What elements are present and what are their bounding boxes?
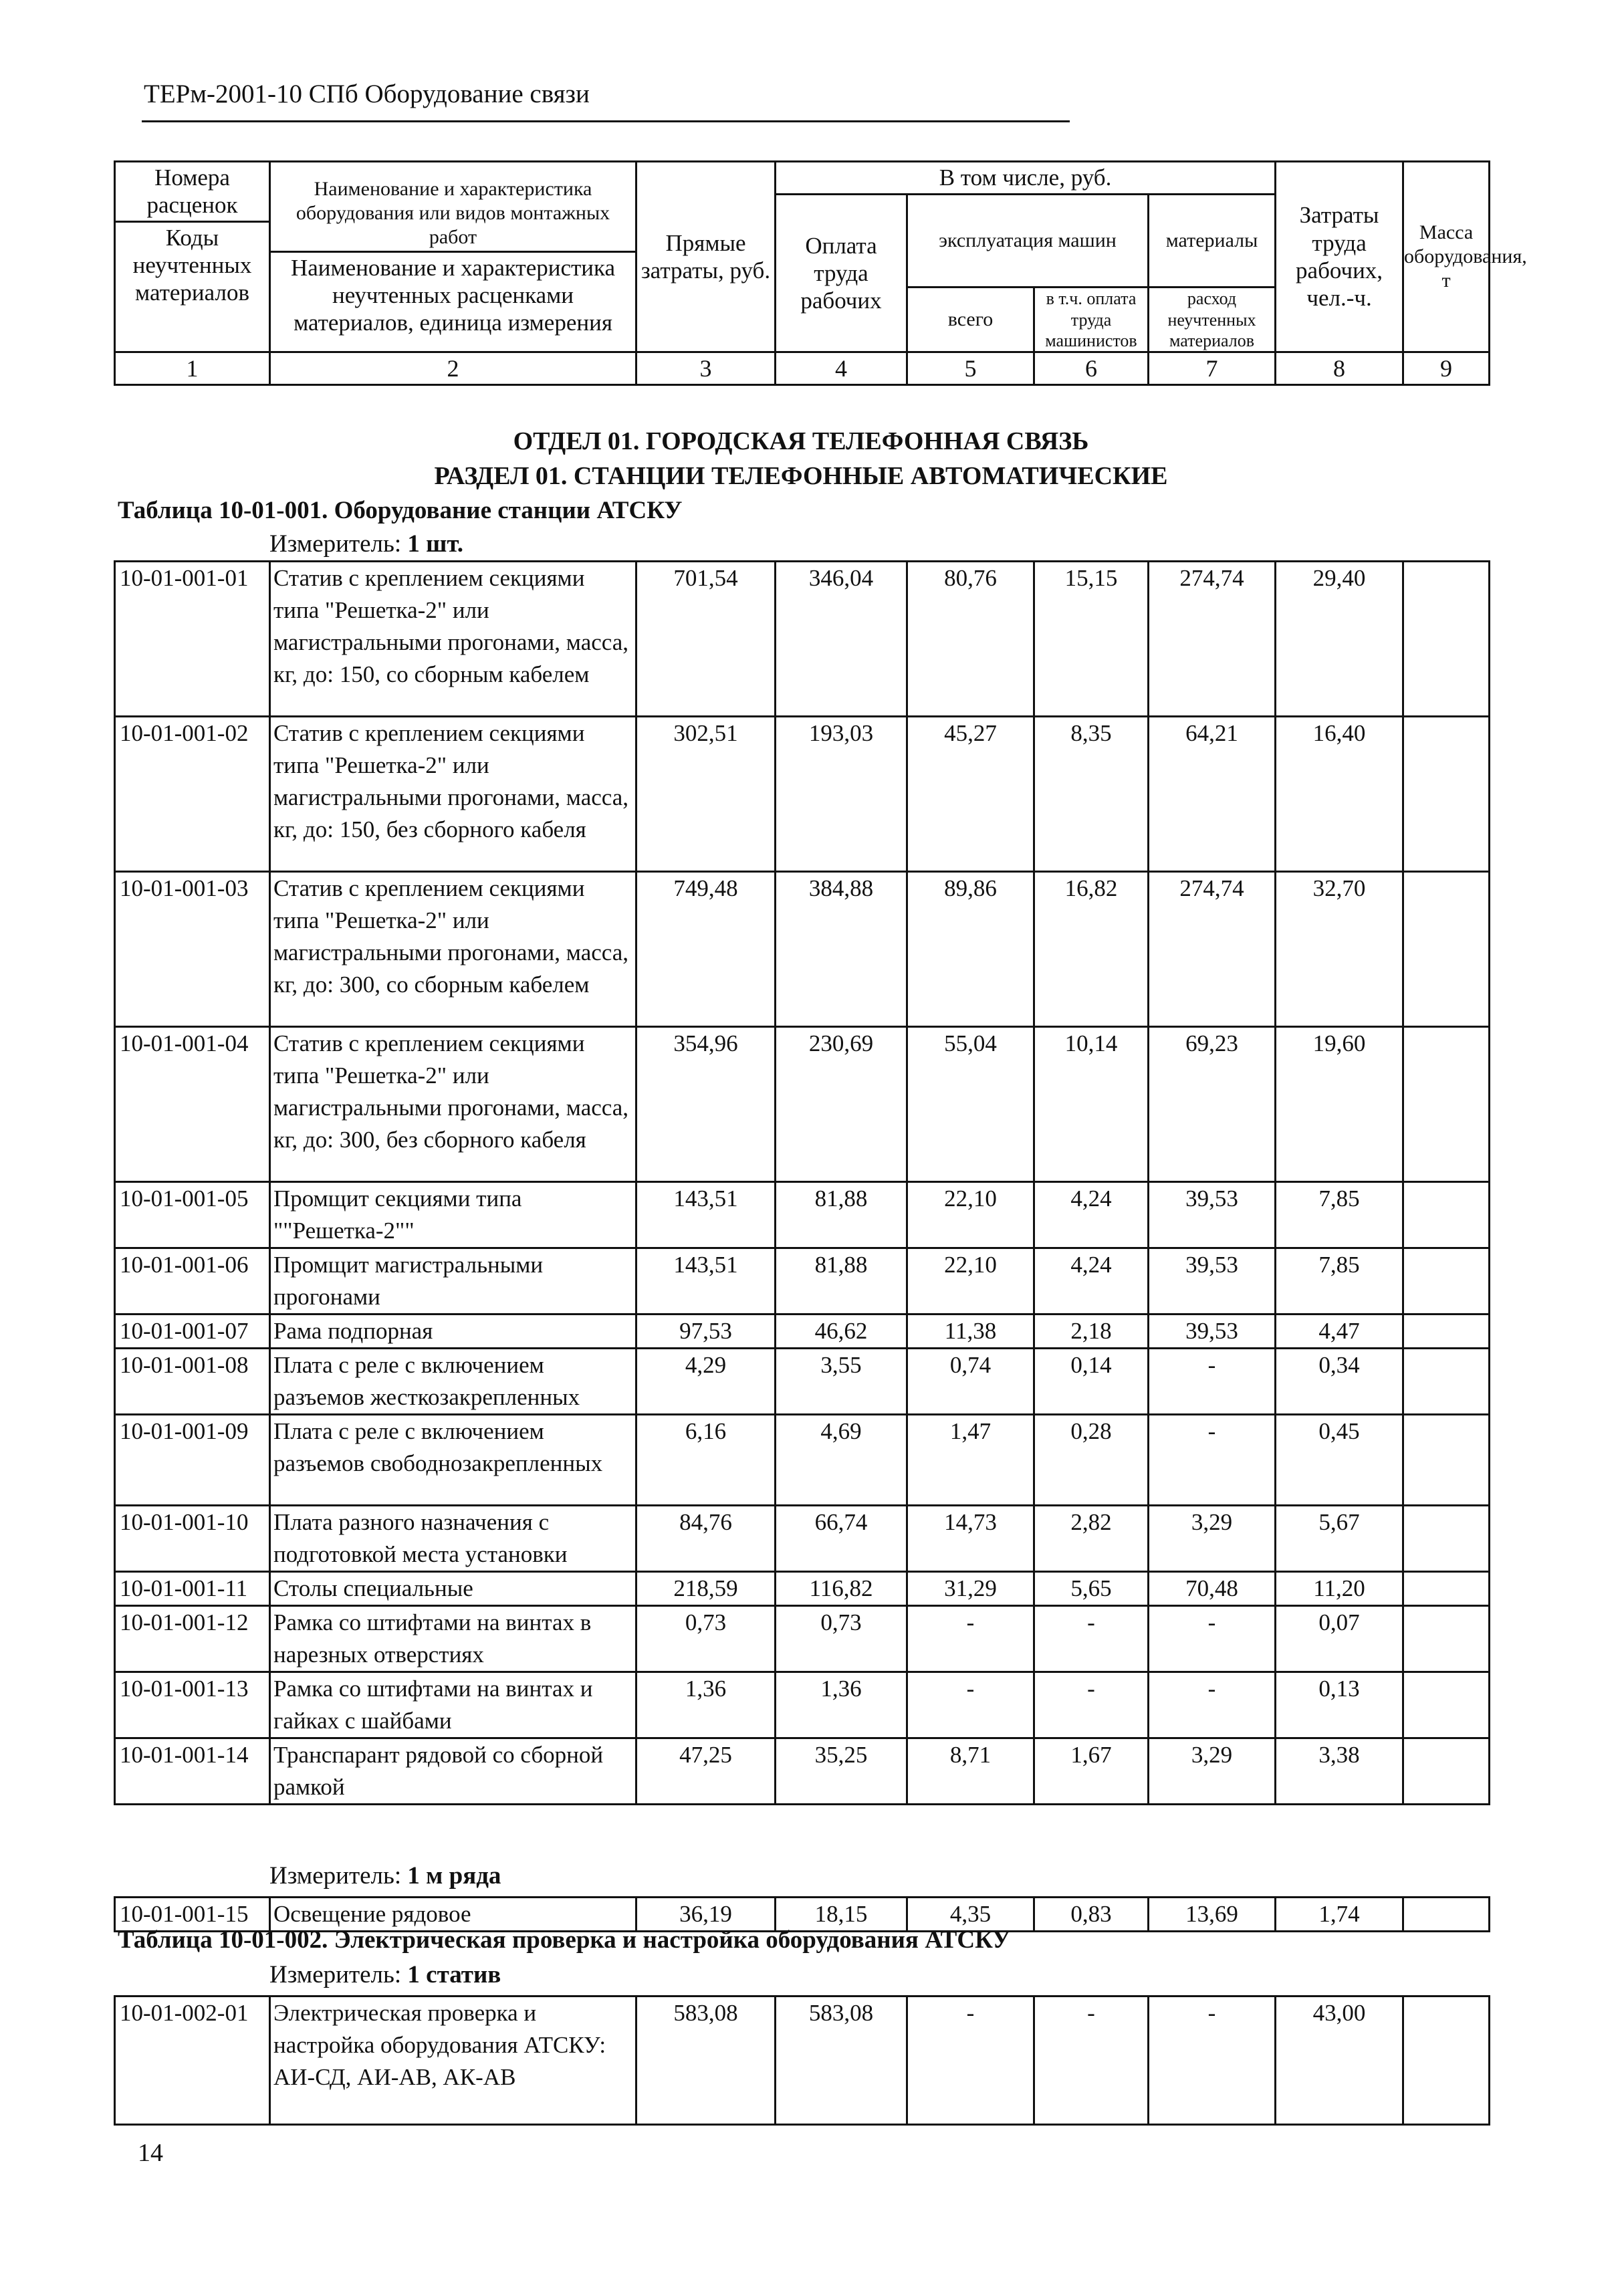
value-c7: - [1149,1349,1276,1415]
value-c3: 701,54 [636,562,776,717]
value-c4: 193,03 [776,717,907,872]
column-number: 7 [1149,352,1276,385]
value-c8: 11,20 [1276,1572,1403,1606]
value-c3: 143,51 [636,1182,776,1248]
column-header-table [114,160,1527,386]
value-c8: 1,74 [1276,1898,1403,1932]
table1-measure2 [269,1861,501,1890]
col2-subtitle: Наименование и характеристика неучтенных расценками материалов, единица измерения [290,254,616,336]
value-c6: - [1034,1672,1149,1738]
value-c9 [1403,1672,1490,1738]
table1-measure [269,530,463,558]
value-c7: 274,74 [1149,562,1276,717]
value-c8: 19,60 [1276,1027,1403,1182]
column-number: 3 [636,352,776,385]
table2-measure [269,1960,501,1989]
value-c9 [1403,1315,1490,1349]
header-rule [142,120,1070,122]
value-c8: 29,40 [1276,562,1403,717]
rate-code: 10-01-001-14 [115,1738,270,1805]
value-c8: 0,13 [1276,1672,1403,1738]
rate-code: 10-01-001-15 [115,1898,270,1932]
rate-name: Плата с реле с включением разъемов жесткозакрепленных [270,1349,636,1415]
value-c3: 354,96 [636,1027,776,1182]
value-c5: 8,71 [907,1738,1034,1805]
col6-title: в т.ч. оплата труда машинистов [1034,288,1149,352]
page-number: 14 [138,2139,163,2167]
table-row [115,1738,1490,1805]
column-number: 5 [907,352,1034,385]
value-c4: 583,08 [776,1996,907,2125]
table-row [115,1027,1490,1182]
value-c6: - [1034,1996,1149,2125]
table-row [115,1572,1490,1606]
rate-name: Транспарант рядовой со сборной рамкой [270,1738,636,1805]
value-c3: 84,76 [636,1506,776,1572]
measure2-value: 1 м ряда [407,1862,501,1890]
value-c7: 274,74 [1149,872,1276,1027]
rate-name: Статив с креплением секциями типа "Решетка-2" или магистральными прогонами, масса, кг, до: 300, без сборного кабеля [270,1027,636,1182]
machines-header: эксплуатация машин [907,195,1149,288]
value-c5: 22,10 [907,1182,1034,1248]
value-c5: 11,38 [907,1315,1034,1349]
value-c5: - [907,1996,1034,2125]
value-c6: 4,24 [1034,1182,1149,1248]
column-number: 4 [776,352,907,385]
rate-name: Рамка со штифтами на винтах в нарезных отверстиях [270,1606,636,1672]
rate-name: Электрическая проверка и настройка оборудования АТСКУ: АИ-СД, АИ-АВ, АК-АВ [270,1996,636,2125]
value-c7: 39,53 [1149,1315,1276,1349]
value-c7: 70,48 [1149,1572,1276,1606]
value-c9 [1403,1182,1490,1248]
value-c7: - [1149,1415,1276,1506]
measure-label: Измеритель: [269,530,402,558]
value-c7: - [1149,1996,1276,2125]
value-c4: 81,88 [776,1248,907,1315]
value-c5: - [907,1672,1034,1738]
value-c9 [1403,1738,1490,1805]
rate-name: Освещение рядовое [270,1898,636,1932]
value-c3: 4,29 [636,1349,776,1415]
value-c4: 66,74 [776,1506,907,1572]
rate-name: Рама подпорная [270,1315,636,1349]
rate-name: Статив с креплением секциями типа "Решетка-2" или магистральными прогонами, масса, кг, до: 300, со сборным кабелем [270,872,636,1027]
value-c6: 10,14 [1034,1027,1149,1182]
value-c7: 13,69 [1149,1898,1276,1932]
value-c5: 1,47 [907,1415,1034,1506]
value-c9 [1403,1572,1490,1606]
rate-code: 10-01-001-03 [115,872,270,1027]
value-c9 [1403,1898,1490,1932]
rate-code: 10-01-001-11 [115,1572,270,1606]
value-c6: 15,15 [1034,562,1149,717]
value-c7: 3,29 [1149,1738,1276,1805]
value-c7: 39,53 [1149,1182,1276,1248]
value-c7: - [1149,1672,1276,1738]
table2 [114,1995,1490,2126]
value-c6: 4,24 [1034,1248,1149,1315]
value-c3: 36,19 [636,1898,776,1932]
rate-name: Статив с креплением секциями типа "Решетка-2" или магистральными прогонами, масса, кг, до: 150, со сборным кабелем [270,562,636,717]
value-c5: 4,35 [907,1898,1034,1932]
value-c8: 4,47 [1276,1315,1403,1349]
col4-title: Оплата труда рабочих [776,195,907,352]
value-c4: 4,69 [776,1415,907,1506]
table-row [115,1248,1490,1315]
value-c4: 346,04 [776,562,907,717]
rate-code: 10-01-001-13 [115,1672,270,1738]
value-c6: 8,35 [1034,717,1149,872]
rate-code: 10-01-001-10 [115,1506,270,1572]
col9-title: Масса оборудования, т [1403,162,1490,352]
value-c6: - [1034,1606,1149,1672]
value-c7: 3,29 [1149,1506,1276,1572]
value-c5: 45,27 [907,717,1034,872]
value-c9 [1403,717,1490,872]
value-c6: 1,67 [1034,1738,1149,1805]
value-c7: 69,23 [1149,1027,1276,1182]
column-number: 9 [1403,352,1490,385]
rate-code: 10-01-001-02 [115,717,270,872]
rate-code: 10-01-001-05 [115,1182,270,1248]
including-header: В том числе, руб. [776,162,1276,195]
measure3-label: Измеритель: [269,1961,402,1988]
rate-name: Промщит секциями типа ""Решетка-2"" [270,1182,636,1248]
value-c5: - [907,1606,1034,1672]
col1-title: Номера расценок [116,162,269,223]
value-c3: 583,08 [636,1996,776,2125]
rate-code: 10-01-001-12 [115,1606,270,1672]
table-row [115,562,1490,717]
table-row [115,1415,1490,1506]
measure-value: 1 шт. [407,530,464,558]
value-c6: 2,18 [1034,1315,1149,1349]
value-c8: 43,00 [1276,1996,1403,2125]
value-c5: 89,86 [907,872,1034,1027]
table1-title: Таблица 10-01-001. Оборудование станции АТСКУ [118,497,683,524]
value-c3: 749,48 [636,872,776,1027]
value-c9 [1403,562,1490,717]
value-c6: 2,82 [1034,1506,1149,1572]
table-row [115,717,1490,872]
value-c6: 5,65 [1034,1572,1149,1606]
table1 [114,560,1490,1805]
value-c5: 80,76 [907,562,1034,717]
value-c8: 16,40 [1276,717,1403,872]
value-c9 [1403,1506,1490,1572]
rate-code: 10-01-001-01 [115,562,270,717]
rate-name: Плата разного назначения с подготовкой места установки [270,1506,636,1572]
col3-title: Прямые затраты, руб. [636,162,776,352]
value-c3: 0,73 [636,1606,776,1672]
rate-name: Плата с реле с включением разъемов свободнозакрепленных [270,1415,636,1506]
value-c8: 32,70 [1276,872,1403,1027]
table-row [115,1182,1490,1248]
value-c4: 0,73 [776,1606,907,1672]
value-c4: 1,36 [776,1672,907,1738]
page-header-title: ТЕРм-2001-10 СПб Оборудование связи [144,80,590,108]
value-c4: 230,69 [776,1027,907,1182]
value-c4: 46,62 [776,1315,907,1349]
col8-title: Затраты труда рабочих, чел.-ч. [1276,162,1403,352]
value-c8: 3,38 [1276,1738,1403,1805]
col1-subtitle: Коды неучтенных материалов [132,224,252,306]
table-row [115,1506,1490,1572]
value-c7: - [1149,1606,1276,1672]
col7-title: расход неучтенных материалов [1149,288,1276,352]
table-row [115,872,1490,1027]
value-c8: 5,67 [1276,1506,1403,1572]
value-c6: 0,28 [1034,1415,1149,1506]
table-row [115,1606,1490,1672]
value-c8: 7,85 [1276,1248,1403,1315]
rate-code: 10-01-002-01 [115,1996,270,2125]
value-c4: 18,15 [776,1898,907,1932]
measure3-value: 1 статив [407,1961,501,1988]
value-c5: 0,74 [907,1349,1034,1415]
part-title: РАЗДЕЛ 01. СТАНЦИИ ТЕЛЕФОННЫЕ АВТОМАТИЧЕСКИЕ [434,462,1168,490]
column-number: 8 [1276,352,1403,385]
rate-code: 10-01-001-08 [115,1349,270,1415]
value-c8: 0,34 [1276,1349,1403,1415]
col5-title: всего [907,288,1034,352]
value-c4: 3,55 [776,1349,907,1415]
value-c9 [1403,1027,1490,1182]
value-c4: 116,82 [776,1572,907,1606]
value-c7: 64,21 [1149,717,1276,872]
value-c3: 97,53 [636,1315,776,1349]
value-c4: 81,88 [776,1182,907,1248]
column-number: 1 [115,352,270,385]
col2-title: Наименование и характеристика оборудования или видов монтажных работ [271,176,635,253]
value-c9 [1403,1996,1490,2125]
value-c9 [1403,1248,1490,1315]
column-number-row [115,352,1490,385]
column-number: 6 [1034,352,1149,385]
table-row [115,1996,1490,2125]
measure2-label: Измеритель: [269,1862,402,1890]
value-c6: 16,82 [1034,872,1149,1027]
department-title: ОТДЕЛ 01. ГОРОДСКАЯ ТЕЛЕФОННАЯ СВЯЗЬ [513,427,1089,455]
value-c4: 35,25 [776,1738,907,1805]
table2-title: Таблица 10-01-002. Электрическая проверка и настройка оборудования АТСКУ [118,1926,1011,1954]
value-c4: 384,88 [776,872,907,1027]
rate-code: 10-01-001-04 [115,1027,270,1182]
rate-code: 10-01-001-07 [115,1315,270,1349]
value-c9 [1403,1606,1490,1672]
table-row [115,1349,1490,1415]
table-row [115,1315,1490,1349]
value-c9 [1403,1349,1490,1415]
value-c3: 218,59 [636,1572,776,1606]
rate-name: Промщит магистральными прогонами [270,1248,636,1315]
value-c7: 39,53 [1149,1248,1276,1315]
value-c3: 47,25 [636,1738,776,1805]
value-c6: 0,14 [1034,1349,1149,1415]
rate-name: Столы специальные [270,1572,636,1606]
value-c3: 6,16 [636,1415,776,1506]
rate-name: Статив с креплением секциями типа "Решетка-2" или магистральными прогонами, масса, кг, до: 150, без сборного кабеля [270,717,636,872]
value-c3: 143,51 [636,1248,776,1315]
value-c5: 31,29 [907,1572,1034,1606]
rate-code: 10-01-001-09 [115,1415,270,1506]
rate-name: Рамка со штифтами на винтах и гайках с шайбами [270,1672,636,1738]
materials-header: материалы [1149,195,1276,288]
value-c5: 22,10 [907,1248,1034,1315]
value-c9 [1403,1415,1490,1506]
rate-code: 10-01-001-06 [115,1248,270,1315]
value-c8: 0,45 [1276,1415,1403,1506]
value-c8: 7,85 [1276,1182,1403,1248]
value-c3: 1,36 [636,1672,776,1738]
value-c6: 0,83 [1034,1898,1149,1932]
table-row [115,1672,1490,1738]
value-c9 [1403,872,1490,1027]
value-c5: 14,73 [907,1506,1034,1572]
value-c3: 302,51 [636,717,776,872]
value-c5: 55,04 [907,1027,1034,1182]
column-number: 2 [270,352,636,385]
value-c8: 0,07 [1276,1606,1403,1672]
